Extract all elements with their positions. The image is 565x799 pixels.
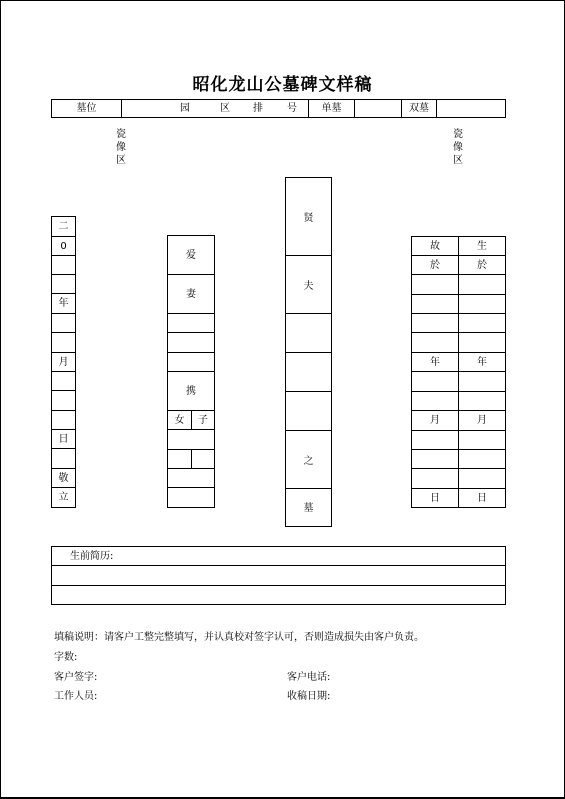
death-date-cell[interactable] (412, 372, 459, 392)
children-name-cell[interactable] (168, 488, 215, 508)
portrait-area-label-right: 瓷 像 区 (453, 129, 463, 166)
epitaph-center-column (285, 177, 332, 527)
birth-date-cell[interactable] (459, 392, 506, 411)
birth-date-cell[interactable] (459, 450, 506, 469)
spouse-name-cell[interactable] (168, 333, 215, 353)
dan-mu-label: 单墓 (309, 100, 355, 117)
document-title: 昭化龙山公墓碑文样稿 (192, 75, 373, 95)
header-row (51, 99, 506, 118)
death-date-cell[interactable] (412, 295, 459, 314)
yue-cell[interactable]: 月 (459, 411, 506, 431)
gu-cell[interactable]: 故 (412, 237, 459, 256)
death-date-cell[interactable] (412, 469, 459, 489)
date-cell[interactable] (52, 275, 76, 294)
customer-sign-label: 客户签字: (54, 672, 98, 683)
ri-cell[interactable]: 日 (412, 489, 459, 508)
spouse-children-column (167, 235, 215, 508)
date-cell[interactable]: 年 (52, 294, 76, 314)
birth-date-cell[interactable] (459, 431, 506, 450)
park-area-row-number-cell (122, 100, 309, 117)
mu-wei-label: 墓位 (52, 100, 122, 117)
epitaph-name-cell[interactable] (286, 392, 332, 431)
birth-date-cell[interactable] (459, 333, 506, 353)
epitaph-char[interactable]: 墓 (286, 489, 332, 527)
pai-label: 排 (253, 103, 263, 114)
ri-cell[interactable]: 日 (459, 489, 506, 508)
birth-date-cell[interactable] (459, 314, 506, 333)
zi-cell[interactable]: 子 (192, 411, 215, 430)
yue-cell[interactable]: 月 (412, 411, 459, 431)
qu-label: 区 (220, 103, 230, 114)
spouse-name-cell[interactable] (168, 353, 215, 372)
hao-label: 号 (287, 103, 297, 114)
shuang-mu-field[interactable] (437, 100, 505, 117)
yu-cell[interactable]: 於 (459, 256, 506, 275)
children-name-cell[interactable] (168, 450, 192, 469)
biography-label: 生前简历: (52, 547, 506, 566)
date-cell[interactable] (52, 449, 76, 469)
date-cell[interactable] (52, 391, 76, 411)
birth-death-grid (411, 236, 506, 508)
death-date-cell[interactable] (412, 450, 459, 469)
qi-cell[interactable]: 妻 (168, 275, 215, 314)
children-name-cell[interactable] (168, 430, 215, 450)
nv-cell[interactable]: 女 (168, 411, 192, 430)
date-cell[interactable]: 二 (52, 217, 76, 237)
date-cell[interactable] (52, 256, 76, 275)
epitaph-char[interactable]: 之 (286, 431, 332, 489)
death-date-cell[interactable] (412, 314, 459, 333)
birth-date-cell[interactable] (459, 469, 506, 489)
birth-date-cell[interactable] (459, 372, 506, 392)
epitaph-name-cell[interactable] (286, 353, 332, 392)
date-cell[interactable]: 0 (52, 237, 76, 256)
date-cell[interactable]: 敬 (52, 469, 76, 488)
char-count-label: 字数: (54, 652, 78, 663)
receive-date-label: 收稿日期: (287, 691, 331, 702)
biography-line[interactable] (52, 566, 506, 586)
date-cell[interactable] (52, 411, 76, 430)
birth-date-cell[interactable] (459, 275, 506, 295)
ai-cell[interactable]: 爱 (168, 236, 215, 275)
shuang-mu-label: 双墓 (402, 100, 437, 117)
date-cell[interactable]: 日 (52, 430, 76, 449)
death-date-cell[interactable] (412, 392, 459, 411)
date-cell[interactable] (52, 372, 76, 391)
epitaph-char[interactable]: 贤 (286, 178, 332, 256)
nian-cell[interactable]: 年 (412, 353, 459, 372)
sheng-cell[interactable]: 生 (459, 237, 506, 256)
death-date-cell[interactable] (412, 431, 459, 450)
spouse-name-cell[interactable] (168, 314, 215, 333)
biography-line[interactable] (52, 586, 506, 605)
death-date-cell[interactable] (412, 275, 459, 295)
birth-date-cell[interactable] (459, 295, 506, 314)
date-cell[interactable] (52, 314, 76, 333)
biography-box (51, 546, 506, 605)
death-date-cell[interactable] (412, 333, 459, 353)
date-cell[interactable] (52, 333, 76, 353)
xie-cell[interactable]: 携 (168, 372, 215, 411)
date-cell[interactable]: 月 (52, 353, 76, 372)
instruction-text: 填稿说明：请客户工整完整填写，并认真校对签字认可，否则造成损失由客户负责。 (54, 632, 424, 643)
epitaph-char[interactable]: 夫 (286, 256, 332, 314)
children-name-cell[interactable] (168, 469, 215, 488)
dan-mu-field[interactable] (355, 100, 402, 117)
customer-phone-label: 客户电话: (287, 672, 331, 683)
children-name-cell[interactable] (192, 450, 215, 469)
staff-label: 工作人员: (54, 691, 98, 702)
date-cell[interactable]: 立 (52, 488, 76, 508)
date-column (51, 216, 76, 508)
portrait-area-label-left: 瓷 像 区 (116, 129, 126, 166)
yuan-label: 园 (180, 103, 190, 114)
epitaph-name-cell[interactable] (286, 314, 332, 353)
nian-cell[interactable]: 年 (459, 353, 506, 372)
yu-cell[interactable]: 於 (412, 256, 459, 275)
